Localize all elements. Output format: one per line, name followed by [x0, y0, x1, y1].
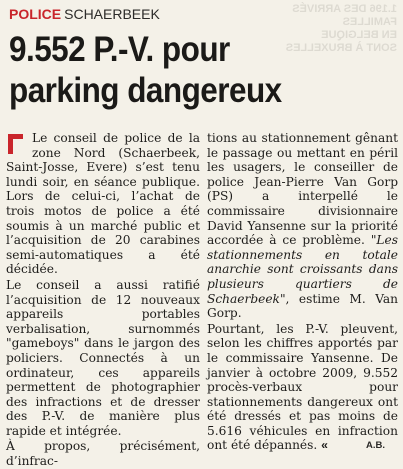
- end-mark: «: [321, 438, 328, 453]
- paragraph-5-text: Pourtant, les P.-V. pleuvent, selon les chiffres apportés par le commissaire Yansenne. De janvier à octobre 2009, 9.552 procès-verbaux pour stationnements dangereux ont été dressés et pas moins de 5.616 véhicules en infraction ont été dépannés.: [207, 321, 398, 453]
- headline-line-1: 9.552 P.-V. pour: [9, 30, 230, 69]
- pull-quote: "Les stationnements en totale anarchie sont croissants dans plusieurs quartiers de Schaerbeek": [207, 233, 398, 306]
- quote-attribution: , estime M. Van Gorp.: [207, 291, 398, 321]
- paragraph-5: [207, 322, 398, 453]
- kicker-section: POLICE: [9, 6, 62, 22]
- paragraph-4: [207, 131, 398, 321]
- article-kicker: [9, 6, 160, 22]
- paragraph-1-text: Le conseil de police de la zone Nord (Schaerbeek, Saint-Josse, Evere) s’est tenu lundi soir, en séance publique. Lors de celui-ci, l’achat de trois motos de police a été soumis à un marché public et l’acquisition de 20 carabines semi-automatiques a été décidée.: [6, 131, 200, 277]
- paragraph-4-text: tions au stationnement gênant le passage ou mettant en péril les usagers, le conseiller de police Jean-Pierre Van Gorp (PS) a interpellé le commissaire divisionnaire David Yansenne sur la priorité accordée à ce problème.: [207, 131, 398, 248]
- bleed-line: 1.196 DES ARRIVÉS: [292, 3, 397, 15]
- article-column-left: [6, 131, 200, 469]
- kicker-place: SCHAERBEEK: [64, 6, 160, 22]
- headline-line-2: parking dangereux: [9, 71, 282, 110]
- section-mark-icon: [6, 134, 26, 154]
- paragraph-2: Le conseil a aussi ratifié l’acquisition de 12 nouveaux appareils portables verbalisation, surnommés "gameboys" dans le jargon des policiers. Connectés à un ordinateur, ces appareils permettent de photographier des infractions et de dresser des P.-V. de manière plus rapide et intégrée.: [6, 277, 200, 438]
- bleed-line: EN BELGIQUE: [321, 29, 397, 41]
- author-signature: A.B.: [366, 440, 385, 451]
- bleed-line: FAMILLES: [342, 16, 397, 28]
- paragraph-3: À propos, précisément, d’infrac-: [6, 439, 200, 469]
- article-headline: [9, 29, 360, 111]
- article-column-right: [207, 131, 398, 453]
- bleed-line: SONT À BRUXELLES: [285, 42, 397, 54]
- paragraph-1: [6, 131, 200, 277]
